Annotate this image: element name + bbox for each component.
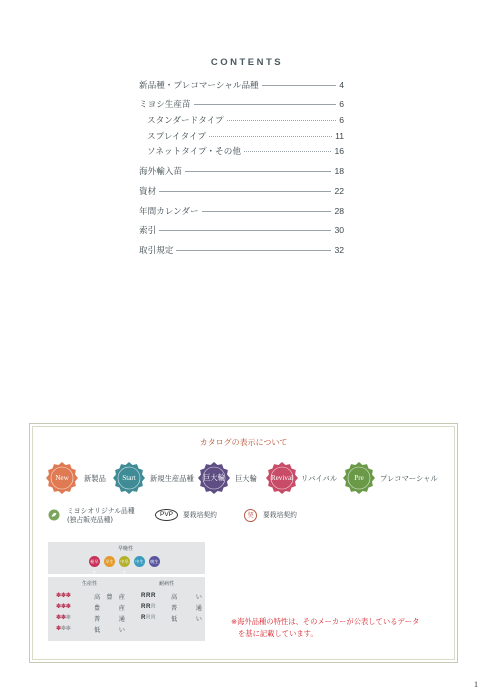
- pvp-label: 要栽培契約: [183, 511, 217, 519]
- toc-entry-page: 6: [339, 99, 344, 109]
- overseas-note-line-1: ※海外品種の特性は、そのメーカーが公表しているデータ: [231, 617, 420, 626]
- toc-leader: [176, 250, 331, 251]
- toc-leader: [227, 120, 337, 121]
- toc-entry-page: 22: [334, 186, 344, 196]
- toc-entry-page: 11: [335, 131, 344, 141]
- earliness-dot: 早生: [104, 556, 115, 567]
- earliness-dot: 中生: [134, 556, 145, 567]
- legend-title: カタログの表示について: [199, 438, 288, 447]
- pvp-icon: PVP: [155, 509, 178, 521]
- disease-r-icons: RRR: [141, 614, 156, 621]
- productivity-flower-icons: ✽✽✽: [56, 625, 71, 632]
- toc-entry[interactable]: [139, 184, 344, 198]
- toc-entry-page: 32: [334, 245, 344, 255]
- productivity-flower-icons: ✽✽✽: [56, 614, 71, 621]
- toc-entry-label: 年間カレンダー: [139, 207, 199, 217]
- toc-entry[interactable]: [147, 144, 344, 158]
- original-variety-sublabel: (独占販売品種): [67, 516, 114, 524]
- productivity-flower-icons: ✽✽✽: [56, 603, 71, 610]
- toc-entry[interactable]: [139, 204, 344, 218]
- toc-entry-label: ミヨシ生産苗: [139, 100, 191, 110]
- earliness-dot: 晩生: [149, 556, 160, 567]
- toc-leader: [262, 85, 337, 86]
- badge-pre-icon: Pre: [343, 462, 375, 494]
- page-number: 1: [474, 680, 478, 689]
- toc-leader: [159, 230, 331, 231]
- toc-entry-label: ソネットタイプ・その他: [147, 147, 241, 157]
- toc-leader: [209, 136, 332, 137]
- toc-entry-label: 資材: [139, 187, 157, 197]
- badge-label: リバイバル: [301, 474, 338, 483]
- overseas-note: [231, 616, 419, 640]
- productivity-label: 低 い: [94, 627, 125, 634]
- toc-leader: [194, 104, 337, 105]
- badge-label: 新規生産品種: [150, 474, 194, 483]
- toc-leader: [159, 191, 331, 192]
- toc-entry-page: 28: [334, 206, 344, 216]
- contract-label: 要栽培契約: [263, 511, 297, 519]
- badge-label: 新製品: [84, 474, 106, 483]
- contents-title: CONTENTS: [210, 57, 284, 68]
- productivity-label: 普 通: [94, 616, 125, 623]
- toc-entry-label: スタンダードタイプ: [147, 116, 224, 126]
- disease-title: 耐病性: [159, 581, 175, 587]
- badge-巨大輪-icon: 巨大輪: [198, 462, 230, 494]
- disease-r-icons: RRR: [141, 592, 156, 599]
- toc-entry[interactable]: [139, 78, 344, 92]
- badge-label: プレコマーシャル: [380, 474, 438, 483]
- toc-entry-label: 索引: [139, 226, 157, 236]
- toc-entry[interactable]: [139, 164, 344, 178]
- toc-entry-page: 6: [339, 115, 344, 125]
- toc-entry-label: 取引規定: [139, 246, 174, 256]
- earliness-title: 早晩性: [118, 546, 134, 552]
- original-variety-label: ミヨシオリジナル品種: [67, 507, 135, 515]
- badge-start-icon: Start: [113, 462, 145, 494]
- toc-leader: [185, 171, 331, 172]
- toc-entry[interactable]: [147, 113, 344, 127]
- disease-r-icons: RRR: [141, 603, 156, 610]
- disease-label: 低 い: [171, 616, 202, 623]
- productivity-title: 生産性: [82, 581, 98, 587]
- toc-leader: [202, 211, 332, 212]
- toc-entry-page: 16: [334, 146, 344, 156]
- toc-entry-label: 新品種・プレコマーシャル品種: [139, 81, 259, 91]
- productivity-label: 豊 産: [94, 605, 125, 612]
- original-variety-icon: [48, 509, 60, 521]
- toc-entry[interactable]: [147, 129, 344, 143]
- badge-revival-icon: Revival: [266, 462, 298, 494]
- toc-entry-label: 海外輸入苗: [139, 167, 182, 177]
- earliness-panel: [48, 542, 205, 574]
- contract-icon: 契: [244, 509, 257, 522]
- toc-entry-page: 30: [334, 225, 344, 235]
- badge-new-icon: New: [46, 462, 78, 494]
- toc-entry-label: スプレイタイプ: [147, 132, 206, 142]
- toc-entry-page: 18: [334, 166, 344, 176]
- disease-label: 高 い: [171, 594, 202, 601]
- traits-panel: [48, 577, 205, 641]
- earliness-dot: 中早生: [119, 556, 130, 567]
- earliness-dot: 極早生: [89, 556, 100, 567]
- toc-entry[interactable]: [139, 97, 344, 111]
- productivity-label: 高 豊 産: [94, 594, 125, 601]
- toc-entry[interactable]: [139, 243, 344, 257]
- productivity-flower-icons: ✽✽✽: [56, 592, 71, 599]
- catalog-legend: [29, 423, 458, 663]
- toc-leader: [244, 151, 332, 152]
- toc-entry-page: 4: [339, 80, 344, 90]
- toc-entry[interactable]: [139, 223, 344, 237]
- overseas-note-line-2: を基に記載しています。: [238, 629, 318, 638]
- disease-label: 普 通: [171, 605, 202, 612]
- badge-label: 巨大輪: [235, 474, 257, 483]
